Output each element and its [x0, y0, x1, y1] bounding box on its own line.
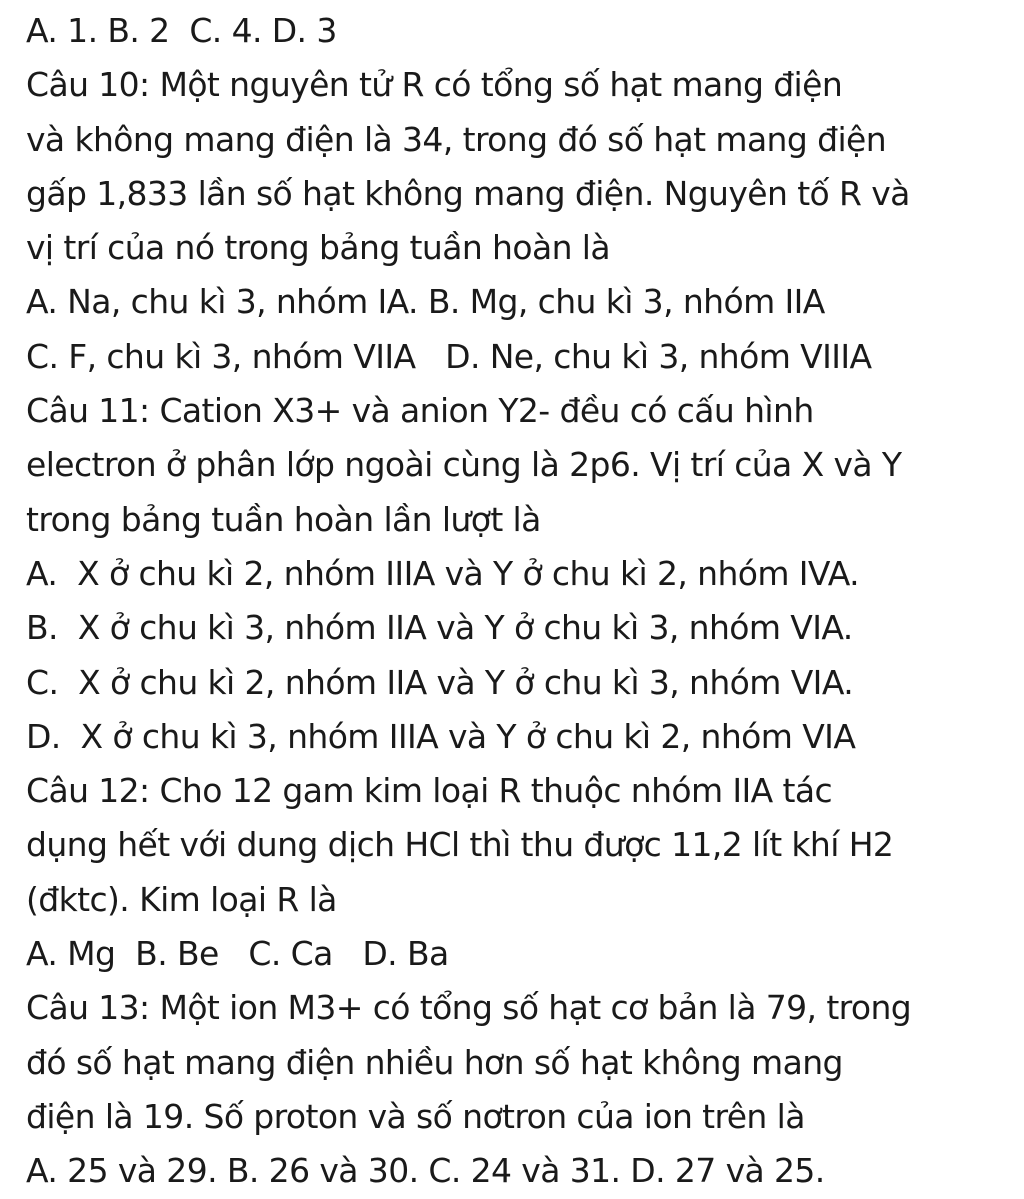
question-13-text: đó số hạt mang điện nhiều hơn số hạt không mang — [26, 1042, 843, 1082]
answer-option-q11-d: D. X ở chu kì 3, nhóm IIIA và Y ở chu kì 2, nhóm VIA — [26, 716, 856, 756]
question-12-text: (đktc). Kim loại R là — [26, 879, 337, 919]
question-11-text: electron ở phân lớp ngoài cùng là 2p6. Vị trí của X và Y — [26, 445, 902, 485]
answer-option-q11-b: B. X ở chu kì 3, nhóm IIA và Y ở chu kì 3, nhóm VIA. — [26, 608, 853, 648]
question-10-text: và không mang điện là 34, trong đó số hạt mang điện — [26, 119, 887, 159]
document-page — [26, 4, 1016, 1199]
answer-options-q9: A. 1. B. 2 C. 4. D. 3 — [26, 11, 337, 50]
question-10-text: Câu 10: Một nguyên tử R có tổng số hạt mang điện — [26, 65, 843, 105]
question-12-text: Câu 12: Cho 12 gam kim loại R thuộc nhóm IIA tác — [26, 771, 833, 811]
answer-options-q10: A. Na, chu kì 3, nhóm IA. B. Mg, chu kì 3, nhóm IIA — [26, 282, 825, 322]
question-13-text: Câu 13: Một ion M3+ có tổng số hạt cơ bản là 79, trong — [26, 988, 912, 1028]
question-11-text: Câu 11: Cation X3+ và anion Y2- đều có cấu hình — [26, 391, 814, 431]
question-10-text: gấp 1,833 lần số hạt không mang điện. Nguyên tố R và — [26, 173, 910, 213]
question-12-text: dụng hết với dung dịch HCl thì thu được 11,2 lít khí H2 — [26, 825, 894, 865]
answer-option-q11-a: A. X ở chu kì 2, nhóm IIIA và Y ở chu kì 2, nhóm IVA. — [26, 553, 860, 593]
answer-options-q10: C. F, chu kì 3, nhóm VIIA D. Ne, chu kì 3, nhóm VIIIA — [26, 336, 872, 376]
answer-option-q11-c: C. X ở chu kì 2, nhóm IIA và Y ở chu kì 3, nhóm VIA. — [26, 662, 854, 702]
question-11-text: trong bảng tuần hoàn lần lượt là — [26, 499, 541, 539]
answer-options-q12: A. Mg B. Be C. Ca D. Ba — [26, 934, 449, 974]
answer-options-q13: A. 25 và 29. B. 26 và 30. C. 24 và 31. D. 27 và 25. — [26, 1151, 825, 1191]
question-10-text: vị trí của nó trong bảng tuần hoàn là — [26, 228, 610, 268]
question-13-text: điện là 19. Số proton và số nơtron của ion trên là — [26, 1096, 805, 1136]
